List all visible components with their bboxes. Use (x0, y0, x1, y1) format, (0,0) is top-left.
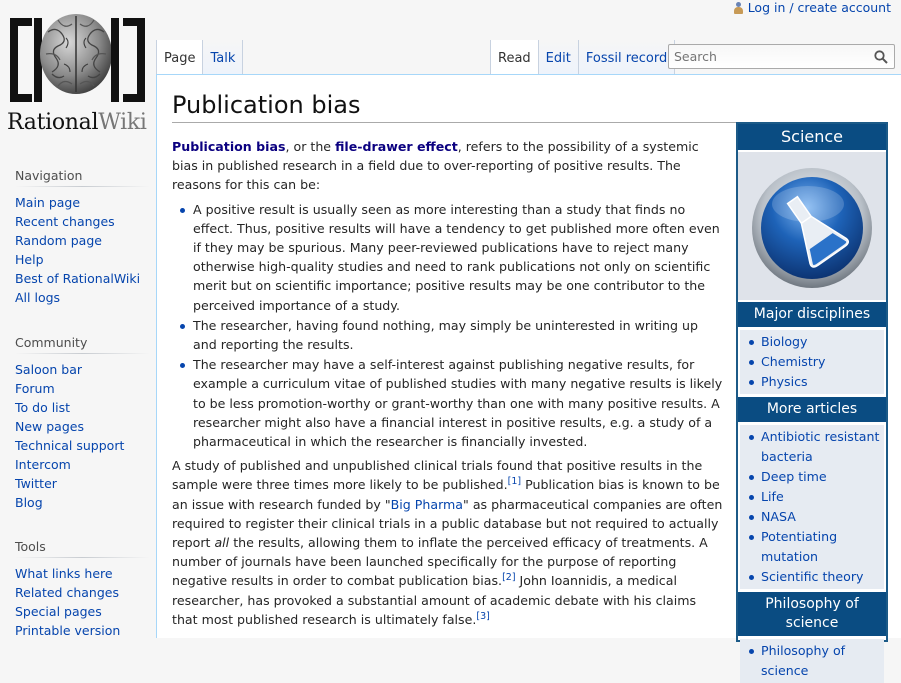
tab-history[interactable] (579, 40, 675, 74)
sidebar-heading: Tools (15, 539, 150, 558)
logo-bar (111, 18, 119, 102)
navbox-link-life[interactable]: Life (761, 489, 784, 504)
tab-page[interactable] (156, 40, 203, 74)
navbox-link-nasa[interactable]: NASA (761, 509, 796, 524)
navbox-section-more: More articles (738, 397, 886, 422)
tab-history-label[interactable]: Fossil record (585, 51, 668, 66)
navbox-section-philosophy: Philosophy of science (738, 592, 886, 636)
navbox-link-antibiotic-resistant-bacteria[interactable]: Antibiotic resistant bacteria (761, 429, 880, 464)
sidebar-navigation (15, 168, 150, 307)
tab-talk[interactable] (203, 40, 243, 74)
text: A study of published and unpublished clinical trials found that positive results in the sample were three times more likely to be published. (172, 458, 703, 493)
sidebar-item-twitter[interactable]: Twitter (15, 476, 57, 491)
namespace-tabs (156, 40, 243, 74)
sidebar-item-best-of[interactable]: Best of RationalWiki (15, 271, 141, 286)
reasons-list (193, 200, 724, 452)
sidebar-item-technical-support[interactable]: Technical support (15, 438, 125, 453)
tab-read-label[interactable]: Read (498, 51, 531, 66)
navbox-link-biology[interactable]: Biology (761, 334, 808, 349)
personal-tools (733, 0, 891, 15)
sidebar-item-saloon-bar[interactable]: Saloon bar (15, 362, 82, 377)
logo-left-bracket (10, 18, 32, 102)
term-file-drawer-effect[interactable]: file-drawer effect (335, 139, 458, 154)
sidebar-tools (15, 539, 150, 640)
text: the results, allowing them to inflate the perceived efficacy of treatments. A number of journals have been launched specifically for the purpose of reporting negative results in order to combat publication bias. (172, 535, 708, 589)
text: , or the (285, 139, 336, 154)
navbox-image (738, 150, 886, 302)
navbox-list-philosophy (740, 639, 884, 683)
logo-name-rational: Rational (7, 110, 99, 135)
tab-edit-label[interactable]: Edit (545, 51, 571, 66)
navbox-link-potentiating-mutation[interactable]: Potentiating mutation (761, 529, 838, 564)
logo-wordmark (7, 110, 147, 135)
sidebar-item-intercom[interactable]: Intercom (15, 457, 71, 472)
list-item: The researcher, having found nothing, may simply be uninterested in writing up and reporting the results. (193, 316, 724, 354)
page-title: Publication bias (172, 91, 887, 123)
sidebar-item-related-changes[interactable]: Related changes (15, 585, 119, 600)
article-body (172, 137, 724, 634)
sidebar-item-all-logs[interactable]: All logs (15, 290, 61, 305)
term-publication-bias[interactable]: Publication bias (172, 139, 286, 154)
sidebar-item-forum[interactable]: Forum (15, 381, 55, 396)
reference-link[interactable]: [1] (507, 476, 522, 488)
brain-icon (38, 12, 114, 96)
navbox-section-major: Major disciplines (738, 302, 886, 327)
sidebar-item-help[interactable]: Help (15, 252, 44, 267)
navbox-link-chemistry[interactable]: Chemistry (761, 354, 826, 369)
tab-page-label[interactable]: Page (164, 51, 196, 66)
navbox-link-philosophy-of-science[interactable]: Philosophy of science (761, 643, 846, 678)
text: , refers to the possibility of a systemic bias in published research in a field due to over-reporting of positive results. The reasons for this can be: (172, 139, 699, 193)
sidebar-item-printable-version[interactable]: Printable version (15, 623, 121, 638)
list-item: The researcher may have a self-interest against publishing negative results, for example a curriculum vitae of published studies with many negative results is likely to be less promotion-worthy or grant-worthy than one with many positive results. A researcher might also have a financial interest in positive results, e.g. a study of a pharmaceutical in which the researcher is financially invested. (193, 355, 724, 451)
navbox-link-scientific-theory[interactable]: Scientific theory (761, 569, 864, 584)
navbox-link-deep-time[interactable]: Deep time (761, 469, 827, 484)
user-icon (733, 2, 744, 14)
sidebar-item-random-page[interactable]: Random page (15, 233, 102, 248)
navbox-title: Science (738, 124, 886, 150)
content-area (156, 74, 901, 678)
login-link[interactable]: Log in / create account (747, 0, 891, 15)
logo-name-wiki: Wiki (98, 110, 147, 135)
sidebar-item-main-page[interactable]: Main page (15, 195, 81, 210)
sidebar-item-recent-changes[interactable]: Recent changes (15, 214, 115, 229)
search-icon[interactable] (874, 50, 888, 64)
science-navbox (736, 122, 888, 678)
science-flask-icon (738, 152, 886, 300)
big-pharma-link[interactable]: Big Pharma (390, 496, 464, 512)
navbox-list-major (740, 330, 884, 394)
sidebar-heading: Navigation (15, 168, 150, 187)
view-tabs (490, 40, 675, 74)
text: " as pharmaceutical companies are often required to register their clinical trials in a public database but not required to actually report (172, 496, 723, 551)
text: John Ioannidis, a medical researcher, has provoked a substantial amount of academic debate with his claims that most published research is ultimately false. (172, 573, 697, 627)
sidebar-community (15, 335, 150, 512)
logo-right-bracket (123, 18, 145, 102)
sidebar-heading: Community (15, 335, 150, 354)
sidebar-item-new-pages[interactable]: New pages (15, 419, 84, 434)
text: Publication bias is known to be an issue with research funded by " (172, 477, 720, 512)
sidebar-item-what-links-here[interactable]: What links here (15, 566, 113, 581)
reference-link[interactable]: [3] (476, 610, 490, 622)
reference-link[interactable]: [2] (502, 572, 516, 584)
tab-read[interactable] (490, 40, 539, 74)
search-box (668, 44, 895, 69)
navbox-link-physics[interactable]: Physics (761, 374, 808, 389)
navbox-list-more (740, 425, 884, 589)
sidebar-item-to-do-list[interactable]: To do list (15, 400, 71, 415)
sidebar-item-blog[interactable]: Blog (15, 495, 43, 510)
list-item: A positive result is usually seen as more interesting than a study that finds no effect. Thus, positive results will have a tendency to get published more often even if they may be spurious. Many peer-reviewed publications have to reject many otherwise high-quality studies and need to rank publications not only on scientific merit but on scientific importance; positive results may be one contributor to the perceived importance of a study. (193, 200, 724, 315)
tab-talk-label[interactable]: Talk (210, 51, 236, 66)
sidebar-item-special-pages[interactable]: Special pages (15, 604, 102, 619)
site-logo[interactable] (0, 0, 155, 150)
emphasis: all (214, 535, 230, 551)
study-paragraph (172, 456, 724, 629)
search-input[interactable] (669, 45, 864, 68)
tab-edit[interactable] (539, 40, 579, 74)
intro-paragraph (172, 137, 724, 195)
